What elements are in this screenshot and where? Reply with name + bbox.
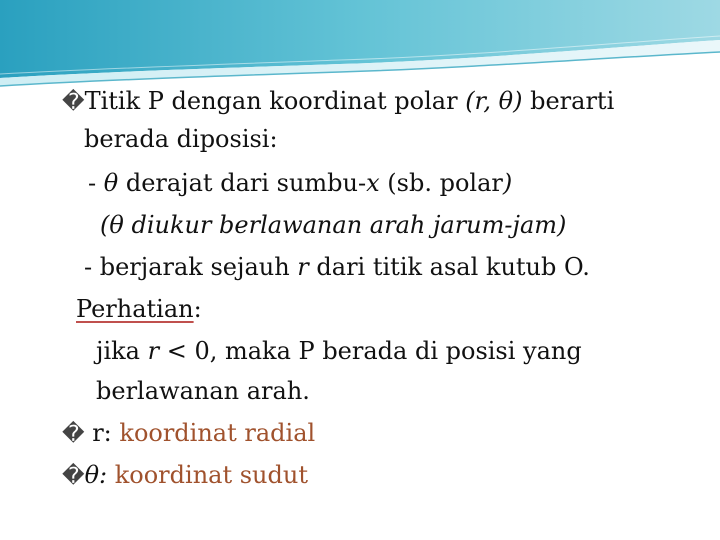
line-10: [62, 454, 308, 498]
bullet-icon: �: [62, 90, 85, 115]
perhatian-label: Perhatian: [76, 295, 194, 323]
line-3-text: derajat dari sumbu-: [118, 169, 367, 197]
line-2-text: berada diposisi:: [84, 125, 278, 153]
line-3-end: (sb. polar: [379, 169, 503, 197]
line-4: [100, 204, 566, 246]
line-3: [88, 162, 512, 204]
polar-coordinate: (r, θ): [465, 87, 523, 115]
r-variable: r: [297, 253, 309, 281]
perhatian-colon: :: [193, 295, 202, 323]
angular-label: koordinat sudut: [107, 461, 308, 489]
line-8-text: berlawanan arah.: [96, 377, 310, 405]
bullet-icon: �: [62, 464, 85, 489]
line-1-text: Titik P dengan koordinat polar: [84, 87, 466, 115]
paren-open: (: [100, 211, 110, 239]
theta-symbol: θ: [103, 169, 119, 197]
radial-label: koordinat radial: [111, 419, 316, 447]
r-label: r:: [92, 419, 112, 447]
bullet-icon: �: [62, 422, 85, 447]
r-variable: r: [147, 337, 160, 365]
line-5: [84, 246, 590, 288]
line-5-end: dari titik asal kutub O.: [308, 253, 590, 281]
x-variable: x: [366, 169, 380, 197]
line-1-end: berarti: [522, 87, 615, 115]
line-6: [76, 288, 202, 330]
line-9: [62, 412, 315, 456]
line-7-end: < 0, maka P berada di posisi yang: [159, 337, 582, 365]
line-8: [96, 370, 310, 412]
theta-symbol: θ: [109, 211, 124, 239]
line-7-text: jika: [96, 337, 148, 365]
paren-close: ): [502, 169, 513, 197]
line-7: [96, 330, 582, 372]
line-4-text: diukur berlawanan arah jarum-jam): [123, 211, 567, 239]
line-5-text: - berjarak sejauh: [84, 253, 298, 281]
line-2: [84, 118, 278, 160]
dash: -: [88, 169, 104, 197]
theta-label: θ:: [84, 461, 108, 489]
